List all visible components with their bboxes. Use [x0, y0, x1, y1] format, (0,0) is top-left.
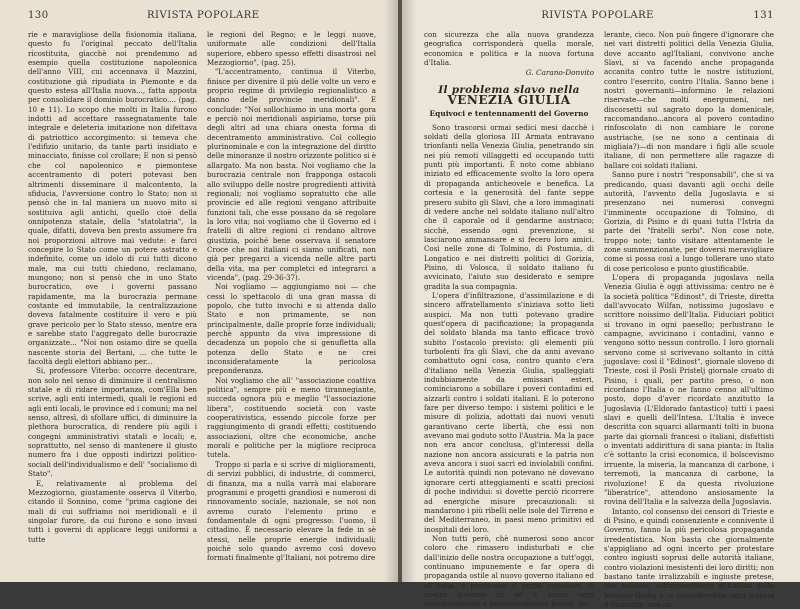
paragraph: L'opera d'infiltrazione, d'assimilazione e di sincero affratellamento s'iniziava sotto lieti auspici. Ma non tutti potevano gradire quest'opera di pacificazione; la propaganda del soldato blanda ma tanto efficace trovò subito l'ostacolo previsto: gli elementi più turbolenti fra gli Slavi, che da anni avevano combattuto ogni cosa, contro quanto c'era d'italiano nella Venezia Giulia, spalleggiati indubbiamente da emissari esteri, cominciarono a sobillare i poveri contadini ed aizzarli contro i soldati italiani. E lo poterono fare per diverso tempo: i sistemi politici e le misure di polizia, adottati dai nuovi venuti garantivano certe libertà, che essi non avevano mai goduto sotto l'Austria. Ma la pace non era ancor conclusa, gl'interessi della nazione non ancora assicurati e la patria non aveva ancora i suoi sacri ed inviolabili confini. Le autorità quindi non potevano nè dovevano ignorare certi atteggiamenti e scatti preciosi di poche individui: si dovette perciò ricorrere ad energiche misure precauzionali: si mandarono i più ribelli nelle isole del Tirreno e del Mediterraneo, in paesi meno primitivi ed inospitali dei loro. [424, 290, 594, 534]
paragraph: Non tutti però, chè numerosi sono ancor coloro che rimasero indisturbati e che dall'inizio delle nostra occupazione a tutt'oggi, continuano impunemente e far opera di propaganda ostile al nuovo governo italiano ed all'Italia, e predicano il verbo jugoslavo. Il nostro governo fu ed è ancor oggi eccessivamente e pericolosamente buono, tol- [424, 533, 594, 609]
paragraph: lerante, cieco. Non può fingere d'ignorare che nei vari distretti politici della Venezia Giulia, dove accanto agl'Italiani, convivono anche Slavi, si va facendo anche propaganda accanita contro tutte le nostre istituzioni, contro l'esercito, contro l'Italia. Sanno bene i nostri governanti—informino le relazioni riservate—che molti energumeni, nei discorsetti sul sagrato dopo la domenicale, raccomandano...ancora al povero contadino rinfoscolato di non cambiare le corone austriache, (se ne sono a centinaia di migliaia?)—di non mandare i figli alle scuole italiane, di non permettere alle ragazze di ballare coi soldati italiani. [604, 30, 774, 170]
left-running-head [28, 0, 376, 30]
paragraph: L'opera di propaganda jugoslava nella Venezia Giulia è oggi attivissima: centro ne è la società politica "Edinost", di Trieste, diretta dall'avvocato Wilfan, notissimo jugoslavo e scrittore noissimo dell'Italia. Fiduciari politici si trovano in ogni paesello; perlustrano le campagne, avvicinano i contadini, vanno e vengono sotto nessun controllo. I loro giornali servono come si scrivevano soltanto in città jugoslave: così il "Edinost", giornale sloveno di Trieste, così il Posli Pristelj giornale croato di Pisino, i quali, per partito preso, o non ricordano l'Italia o ne fanno cenno all'ultimo posto, dopo d'aver ricordato anzitutto la Jugoslavia (L'Eldorado fantastico) tutti i paesi slavi e quelli dell'Intesa. L'Italia è invece descritta con squarci allarmanti tolti in buona parte dai giornali francesi o italiani, disfattisti o inventati addirittura di sana pianta: in Italia c'è sottanto la crisi economica, il bolscevismo irruente, la miseria, la mancanza di carbone, i terremoti, la mancanza di carbone, la rivoluzione! E da questa rivoluzione "liberatrice", attendono ansiosamente la rovina dell'Italia e la salvezza della Jugoslavia. [604, 272, 774, 507]
left-column-1 [28, 30, 197, 578]
article-title-line-1: Il problema slavo nella [438, 83, 580, 96]
article-heading [424, 83, 594, 119]
paragraph: "L'accentramento, continua il Viterbo, finisce per divenire il più delle volte un vero e proprio regime di privilegio regionalistico a danno delle provincie meridionali". E conclude: "Noi sollochiamo in una morta gora e perciò noi meridionali aspiriamo, torse più degli altri ad una chiara onesta forma di decentramento amministrativo. Col collegio plurinominale e con la integrazione del diritto delle minoranze il nostro orizzonte politico si è allargato. Ma non basta. Noi vogliamo che la burocrazia centrale non frapponga ostacoli allo sviluppo delle nostre progredienti attività regionali; noi vogliamo sopratutto che alle provincie ed alle regioni vengano attribuite funzioni tali, che esse possano da sè regolare la loro vita; noi vogliamo che il Governo ed i fratelli di altre regioni ci rendano altrove giustizia, poiché bene osservava il senatore Croce che noi italiani ci siamo unificati, non già per pregarci a vicenda nelle altre parti della vita, ma per completci ed integrarci a vicenda", (pag. 29-36-37). [207, 67, 376, 282]
right-running-head [424, 0, 774, 30]
article-title-line-2: VENEZIA GIULIA [447, 93, 571, 108]
left-page [0, 0, 398, 582]
author-signature: G. Carano-Donvito [525, 68, 594, 78]
paragraph: Si, professore Viterbo: occorre decentrare, non solo nel senso di diminuire il centralismo statale e di ridare importanza, com'Ella ben scrive, agli enti intermedi, quali le regioni ed agli enti locali, le province ed i comuni; ma nel senso, altresì, di sfollare uffici, di diminuire la plethora burocratica, di rendere più agili i congegni amministrativi statali e locali; e, soprattutto, nel senso di mantenere il giusto numero fra i due opposti indirizzi politico-sociali dell'individualismo e dell' "socialismo di Stato". [28, 366, 197, 479]
left-journal-title: RIVISTA POPOLARE [147, 9, 260, 21]
paragraph: Troppo si parla e si scrive di miglioramenti, di servizi pubblici, di industrie, di commerci, di finanza, ma a nulla varrà mai elaborare programmi e progetti grandiosi e numerosi di rinnovamento sociale, nazionale, se noi non avremo curato l'elemento primo e fondamentale di ogni progresso: l'uomo, il cittadino. È necessario elevare la fede in sè stessi, nelle proprie energie individuali; poiché solo quando avremo così dovevo formati finalmente gl'Italiani, noi potremo dire [207, 459, 376, 563]
paragraph: E, relativamente al problema del Mezzogiorno, giustamente osserva il Viterbo, citando il Sonnino, come "prima cagione dei mali di cui soffriamo noi meridionali e il singolar furore, da cui furono e sono invasi tutti i governi di applicare leggi uniformi a tutte [28, 478, 197, 544]
paragraph: Noi vogliamo — aggiungiamo noi — che cessi lo spettacolo di una gran massa di popolo, che tutto invochi e si attenda dallo Stato e non primamente, se non principalmente, dalle proprie forze individuali; perchè appunto da viva impressione di decadenza un popolo che si genufletta alla potenza dello Stato e ne crei inconsideratamente la pericolosa preponderanza. [207, 282, 376, 376]
left-column-2 [207, 30, 376, 578]
paragraph: Noi vogliamo che all' "associazione coattiva politica", sempre più e meno tirannegiante, succeda ognora più e meglio "l'associazione libera", costituendo società con vaste cooperativistica, essendo piccole forze per raggiungimento di grandi effetti; costituendo associazioni, oltre che economiche, anche morali e politiche per la migliore reciproca tutela. [207, 375, 376, 460]
right-page [402, 0, 800, 609]
right-page-number: 131 [753, 9, 774, 21]
paragraph: le regioni del Regno; e le leggi nuove, uniformate alle condizioni dell'Italia superiore, ebbero spesso effetti disastrosi nel Mezzogiorno", (pag. 25). [207, 30, 376, 68]
article-subtitle: Equivoci e tentennamenti del Governo [429, 109, 589, 119]
right-column-2 [604, 30, 774, 609]
binding-shadow [402, 0, 416, 582]
paragraph: Intanto, col consenso dei censori di Trieste e di Pisino, e quindi consenziente e connivente il Governo, fanno la più pericolosa propaganda irredentistica. Non basta che giornalmente s'appigliano ad ogni incerto per protestare contro ingiusti soprusi delle autorità italiane, contro violazioni inesistenti dei loro diritti; non bastano tante irralizzabili e ingiuste pretese, che solidate, soffocherebbero gl'Italiani della Venezia Giulia e si cancellerebbe ogni traccia d'italianità; non ab- [604, 506, 774, 609]
right-column-1 [424, 30, 594, 609]
paragraph: Sono trascorsi ormai sedici mesi dacchè i soldati della gloriosa III Armata entravano trionfanti nella Venezia Giulia, penetrando sin nei più remoti villaggetti ed occupando tutti punti più importanti. È noto come abbiano iniziato ed efficacemente svolto la loro opera di propaganda anticheovele e benefica. La cortesia e la generosità del fante seppe presero subito gli Slavi, che a loro immaginati di vedere anche nel soldato italiano null'altro che il caporale od il gendarme austriaco; sicchè, essendo ogni prevenzione, si lasciarono ammansare e si fecero loro amici. Così nelle zone di Tolmino, di Postumia, di Longatico e nei distretti politici di Gorizia, Pisino, di Volosca, il soldato italiano fu avvicinato, l'aiuto suo desiderato e sempre gradita la sua compagnia. [424, 122, 594, 291]
paragraph: rie e maravigliose della fisionomia italiana, questo fu l'original peccato dell'Italia ricostituita, giacchè noi prendemmo ad esempio quella costituzione napoleonica dell'anno VIII, cui accennava il Mazzini, costituzione già ripudiata in Piemonte e da questo estesa all'Italia nuova..., fatta apposta per consolidare il dominio burocratico.... (pag. 10 e 11). Lo scopo che molti in Italia furono indotti ad accettare rassegnatamente tale integrale e deleteria imitazione non difettava di patriottico accorgimento: si temeva che l'edifizio unitario, da tante parti insidiato e minacciato, finisse col crollare; E non si pensò che col napoleonico e piemontese accentramento di poteri potevasi ben altrimenti disseminare il malcontento, la sfiducia, l'avversione contro lo Stato; non si pensò che in tal maniera un nuovo mito si sostituiva agli antichi, quello cioè della onnipotenza statale, della "statolatria", la quale, difatti, doveva ben presto assumere fra noi proporzioni altrove mai vedute: e farci concepire lo Stato come un potere astratto e indefinito, come un idolo di cui tutti dicono male, ma cui tutti chiedono, reclamano, mungono; non si pensò che in uno Stato burocratico, ove i governi passano rapidamente, ma la burocrazia permane costante ed immutabile, la centralizzazione doveva fatalmente costituire il vero e più grave pericolo per lo Stato stesso, mentre era e sarebbe stato l'aggregato delle burocrazie organizzate... "Noi non osiamo dire se quella nascente storia del Bertani, ... che tutte le facoltà degli elettori abbiano per... [28, 30, 197, 367]
paragraph: Sanno pure i nostri "responsabili", che si va predicando, quasi davanti agli occhi delle autorità, l'avvento della Jugoslavia e si presenzano nei numerosi convegni l'imminente occupazione di Tolmino, di Gorizia, di Pisino e di quasi tutta l'Istria da parte dei "fratelli serbi". Non cose note, troppo note; tanto visitare attentamente le zone summenzionate, per doversi meravigliare come si possa così a lungo tollerare uno stato di cose pericoloso e punto giustificabile. [604, 170, 774, 273]
left-columns [28, 30, 376, 578]
binding-shadow [384, 0, 398, 582]
paragraph: con sicurezza che alla nuova grandezza geografica corrisponderà quella morale, economica e politica e la nuova fortuna d'Italia. [424, 30, 594, 68]
right-journal-title: RIVISTA POPOLARE [541, 9, 654, 21]
left-page-number: 130 [28, 9, 49, 21]
right-columns [424, 30, 774, 609]
